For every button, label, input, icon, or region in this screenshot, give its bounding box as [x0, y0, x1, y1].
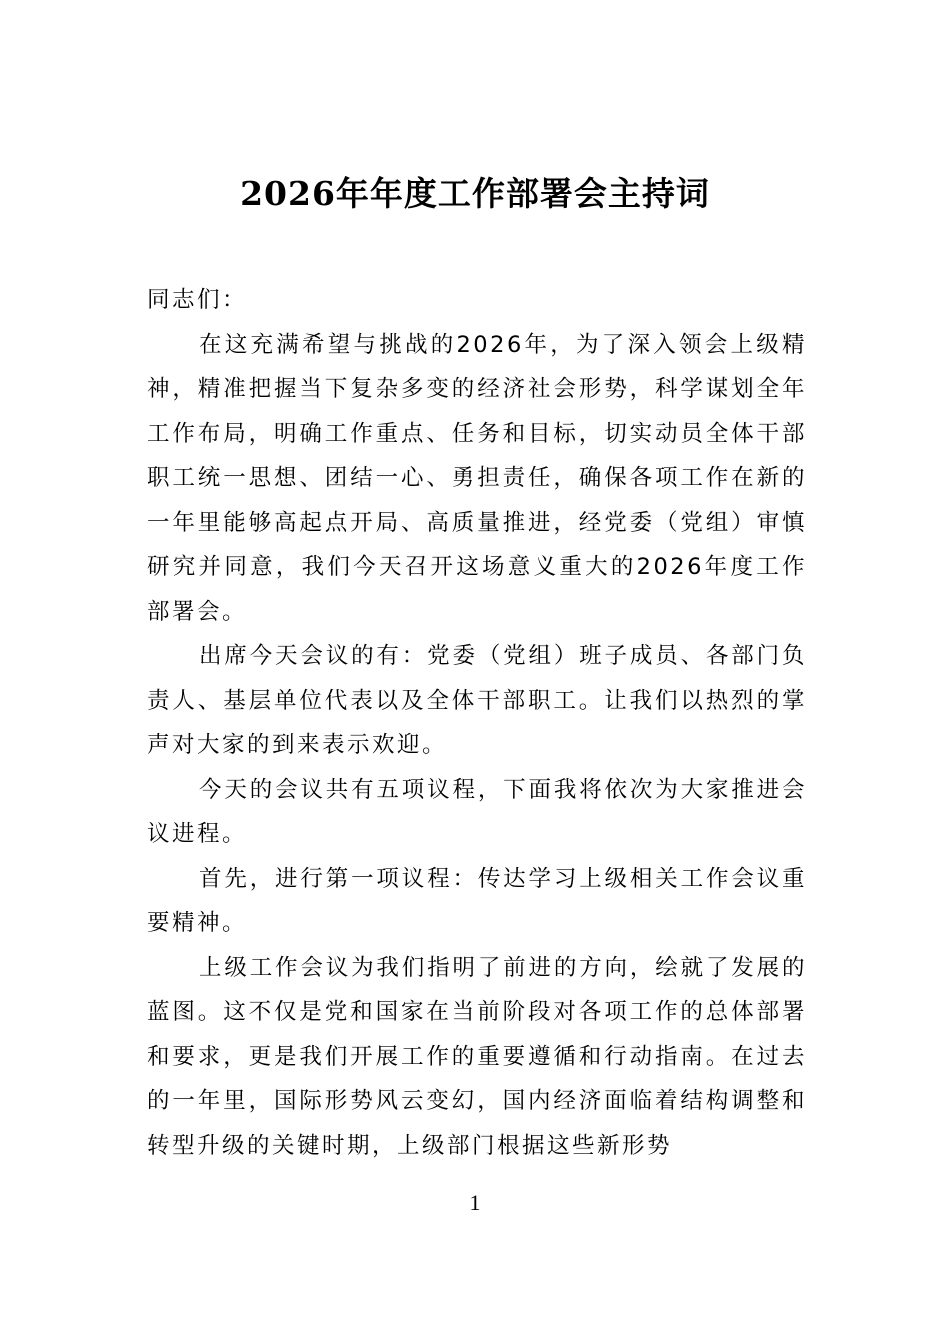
document-body	[147, 278, 807, 1168]
paragraph-attendees: 出席今天会议的有：党委（党组）班子成员、各部门负责人、基层单位代表以及全体干部职工。让我们以热烈的掌声对大家的到来表示欢迎。	[147, 643, 807, 758]
paragraph-agenda: 今天的会议共有五项议程，下面我将依次为大家推进会议进程。	[147, 776, 807, 847]
paragraph-upper-meeting: 上级工作会议为我们指明了前进的方向，绘就了发展的蓝图。这不仅是党和国家在当前阶段对各项工作的总体部署和要求，更是我们开展工作的重要遵循和行动指南。在过去的一年里，国际形势风云变幻，国内经济面临着结构调整和转型升级的关键时期，上级部门根据这些新形势	[147, 954, 807, 1159]
paragraph-opening: 在这充满希望与挑战的2026年，为了深入领会上级精神，精准把握当下复杂多变的经济社会形势，科学谋划全年工作布局，明确工作重点、任务和目标，切实动员全体干部职工统一思想、团结一心、勇担责任，确保各项工作在新的一年里能够高起点开局、高质量推进，经党委（党组）审慎研究并同意，我们今天召开这场意义重大的2026年度工作部署会。	[147, 331, 807, 625]
page-number: 1	[469, 1190, 481, 1215]
salutation: 同志们：	[147, 287, 248, 313]
paragraph-first-item: 首先，进行第一项议程：传达学习上级相关工作会议重要精神。	[147, 865, 807, 936]
document-title: 2026年年度工作部署会主持词	[240, 174, 710, 213]
